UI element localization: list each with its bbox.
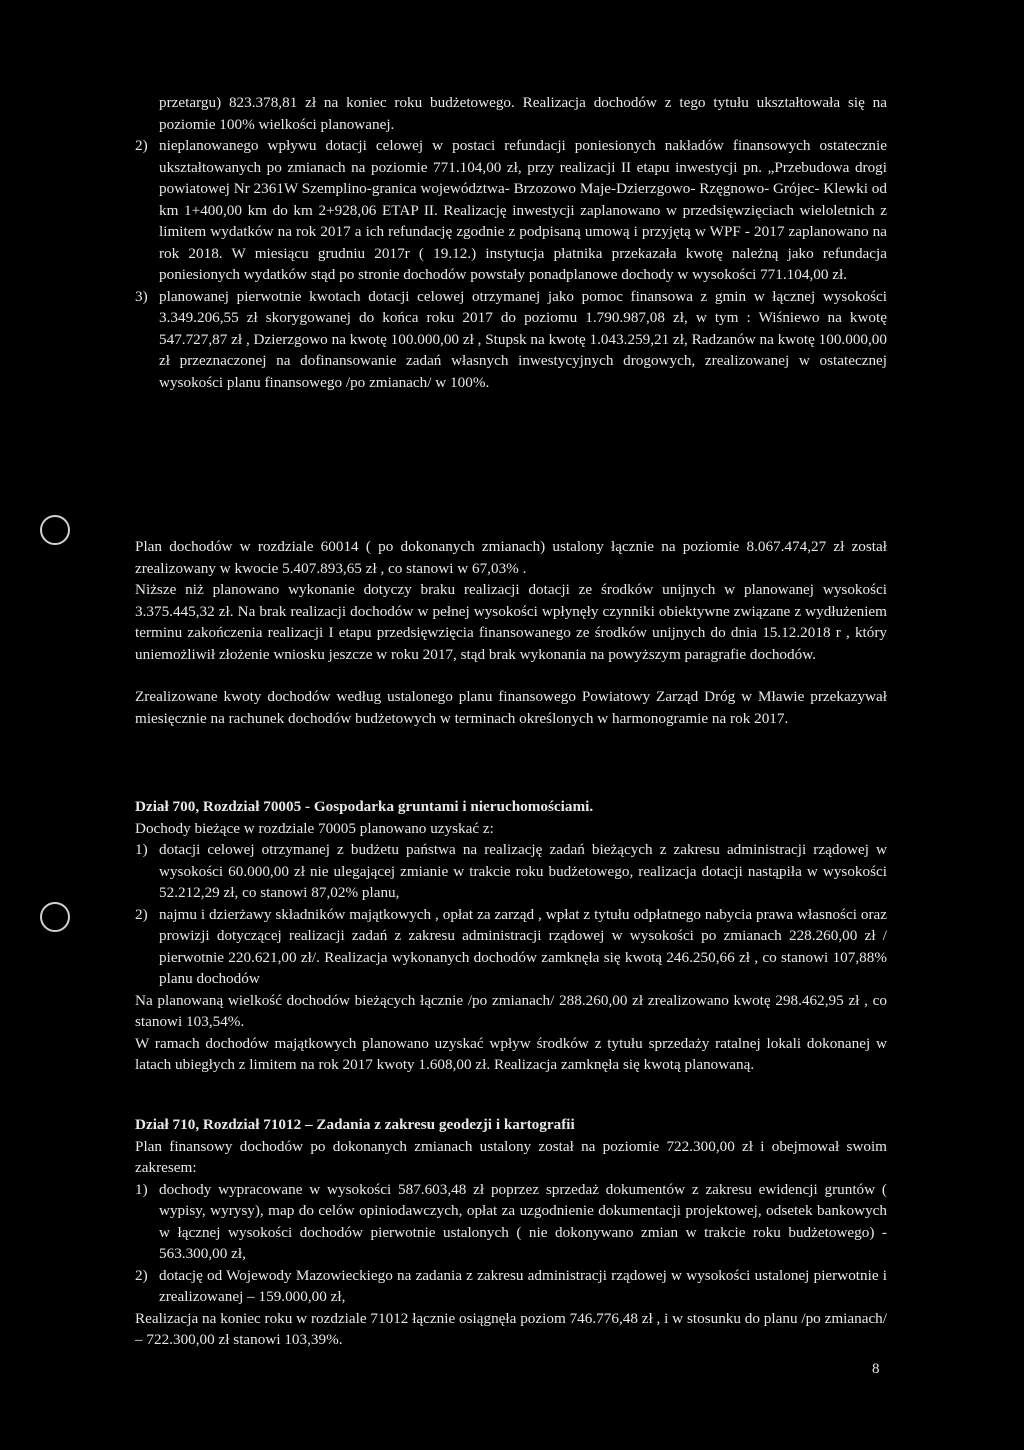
list-number: 2) — [135, 905, 148, 923]
text-block-2 — [135, 536, 887, 729]
list-number: 1) — [135, 1180, 148, 1198]
paragraph: Realizacja na koniec roku w rozdziale 71012 łącznie osiągnęła poziom 746.776,48 zł , i w stosunku do planu /po zmianach/ – 722.300,00 zł stanowi 103,39%. — [135, 1309, 887, 1348]
list-item-text: dotację od Wojewody Mazowieckiego na zadania z zakresu administracji rządowej w wysokości ustalonej pierwotnie i zrealizowanej – 159.000,00 zł, — [159, 1266, 887, 1305]
paragraph: Niższe niż planowano wykonanie dotyczy braku realizacji dotacji ze środków unijnych w planowanej wysokości 3.375.445,32 zł. Na brak realizacji dochodów w pełnej wysokości wpłynęły czynniki obiektywne związane z wydłużeniem terminu zakończenia realizacji I etapu przedsięwzięcia finansowanego ze środków unijnych do dnia 15.12.2018 r , który uniemożliwił złożenie wniosku jeszcze w roku 2017, stąd brak wykonania na powyższym paragrafie dochodów. — [135, 581, 887, 663]
list-item — [135, 1179, 887, 1265]
paragraph: Na planowaną wielkość dochodów bieżących łącznie /po zmianach/ 288.260,00 zł zrealizowano kwotę 298.462,95 zł , co stanowi 103,54%. — [135, 991, 887, 1030]
paragraph: Plan finansowy dochodów po dokonanych zmianach ustalony został na poziomie 722.300,00 zł i obejmował swoim zakresem: — [135, 1137, 887, 1176]
section-heading: Dział 700, Rozdział 70005 - Gospodarka gruntami i nieruchomościami. — [135, 798, 594, 815]
paragraph: Zrealizowane kwoty dochodów według ustalonego planu finansowego Powiatowy Zarząd Dróg w Mławie przekazywał miesięcznie na rachunek dochodów budżetowych w terminach określonych w harmonogramie na rok 2017. — [135, 688, 887, 727]
paragraph: Plan dochodów w rozdziale 60014 ( po dokonanych zmianach) ustalony łącznie na poziomie 8.067.474,27 zł został zrealizowany w kwocie 5.407.893,65 zł , co stanowi w 67,03% . — [135, 538, 887, 577]
list-number: 3) — [135, 287, 148, 305]
list-item-text: dochody wypracowane w wysokości 587.603,48 zł poprzez sprzedaż dokumentów z zakresu ewidencji gruntów ( wypisy, wyrysy), map do celów opiniodawczych, opłat za uzgodnienie dokumentacji projektowej, odsetek bankowych w łącznej wysokości dochodów pierwotnie ustalonych ( nie dokonywano zmian w trakcie roku budżetowego) - 563.300,00 zł, — [159, 1180, 887, 1262]
list-item — [135, 135, 887, 286]
list-item-text: planowanej pierwotnie kwotach dotacji celowej otrzymanej jako pomoc finansowa z gmin w łącznej wysokości 3.349.206,55 zł skorygowanej do końca roku 2017 do poziomu 1.790.987,08 zł, w tym : Wiśniewo na kwotę 547.727,87 zł , Dzierzgowo na kwotę 100.000,00 zł , Stupsk na kwotę 1.043.259,21 zł, Radzanów na kwotę 100.000,00 zł przeznaczonej na dofinansowanie zadań własnych inwestycyjnych drogowych, zrealizowanej w ostatecznej wysokości planu finansowego /po zmianach/ w 100%. — [159, 287, 887, 391]
list-item — [135, 1265, 887, 1308]
list-item — [135, 286, 887, 394]
list-item-text: nieplanowanego wpływu dotacji celowej w postaci refundacji poniesionych nakładów finansowych ostatecznie ukształtowanych po zmianach na poziomie 771.104,00 zł, przy realizacji II etapu inwestycji pn. „Przebudowa drogi powiatowej Nr 2361W Szemplino-granica województwa- Brzozowo Maje-Dzierzgowo- Rzęgnowo- Grójec- Klewki od km 1+400,00 km do km 2+928,06 ETAP II. Realizację inwestycji zaplanowano w przedsięwzięciach wieloletnich z limitem wydatków na rok 2017 a ich refundację zgodnie z podpisaną umową i przyjętą w WPF - 2017 zaplanowano na rok 2018. W miesiącu grudniu 2017r ( 19.12.) instytucja płatnika przekazała kwotę należną jako refundacja poniesionych wydatków stąd po stronie dochodów powstały ponadplanowe dochody w wysokości 771.104,00 zł. — [159, 137, 887, 283]
list-item — [135, 904, 887, 990]
list-number: 2) — [135, 1266, 148, 1284]
list-item-text: dotacji celowej otrzymanej z budżetu państwa na realizację zadań bieżących z zakresu administracji rządowej w wysokości 60.000,00 zł nie ulegającej zmianie w trakcie roku budżetowego, realizacja dotacji nastąpiła w wysokości 52.212,29 zł, co stanowi 87,02% planu, — [159, 841, 887, 901]
punch-hole-bottom — [40, 902, 70, 932]
paragraph: W ramach dochodów majątkowych planowano uzyskać wpływ środków z tytułu sprzedaży ratalnej lokali dokonanej w latach ubiegłych z limitem na rok 2017 kwoty 1.608,00 zł. Realizacja zamknęła się kwotą planowaną. — [135, 1034, 887, 1073]
punch-hole-top — [40, 515, 70, 545]
text-block-1 — [135, 92, 887, 393]
paragraph-continuation: przetargu) 823.378,81 zł na koniec roku budżetowego. Realizacja dochodów z tego tytułu ukształtowała się na poziomie 100% wielkości planowanej. — [159, 94, 887, 133]
list-number: 2) — [135, 137, 148, 154]
paragraph: Dochody bieżące w rozdziale 70005 planowano uzyskać z: — [135, 819, 494, 837]
section-heading: Dział 710, Rozdział 71012 – Zadania z zakresu geodezji i kartografii — [135, 1116, 575, 1133]
list-item-text: najmu i dzierżawy składników majątkowych , opłat za zarząd , wpłat z tytułu odpłatnego nabycia prawa własności oraz prowizji dotyczącej realizacji zadań z zakresu administracji rządowej w wysokości po zmianach 228.260,00 zł / pierwotnie 220.621,00 zł/. Realizacja wykonanych dochodów zamknęła się kwotą 246.250,66 zł , co stanowi 107,88% planu dochodów — [159, 905, 887, 987]
text-block-4 — [135, 1114, 887, 1351]
text-block-3 — [135, 796, 887, 1076]
list-item — [135, 839, 887, 904]
page-number: 8 — [872, 1361, 880, 1377]
list-number: 1) — [135, 841, 148, 858]
